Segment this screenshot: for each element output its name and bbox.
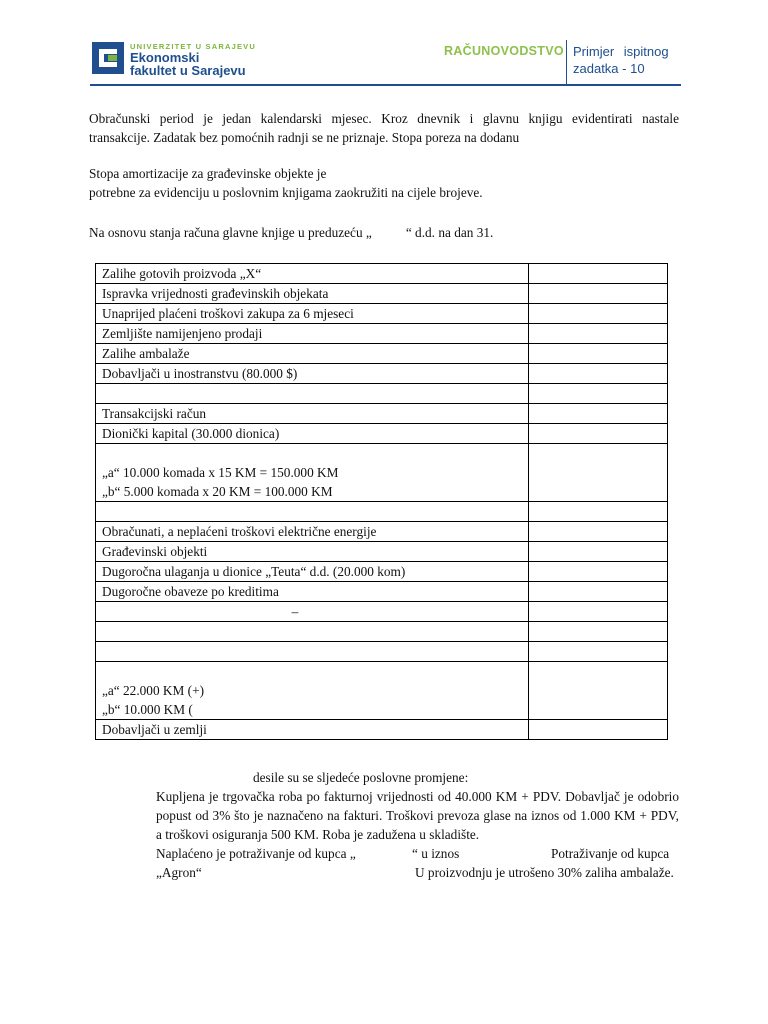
account-value [529, 562, 668, 582]
account-name-multiline [96, 444, 529, 502]
account-line: „b“ 5.000 komada x 20 KM = 100.000 KM [102, 484, 333, 499]
account-value [529, 622, 668, 642]
intro-paragraph-2-line2: potrebne za evidenciju u poslovnim knjigama zaokružiti na cijele brojeve. [89, 185, 483, 200]
account-value [529, 582, 668, 602]
account-name: Dugoročna ulaganja u dionice „Teuta“ d.d. (20.000 kom) [96, 562, 529, 582]
account-name: Dobavljači u inostranstvu (80.000 $) [96, 364, 529, 384]
transaction-2-part3: Potraživanje od kupca [551, 846, 670, 861]
table-row [96, 522, 668, 542]
account-line: „b“ 10.000 KM ( [102, 702, 193, 717]
account-line: „a“ 10.000 komada x 15 KM = 150.000 KM [102, 465, 339, 480]
account-value [529, 364, 668, 384]
table-row [96, 720, 668, 740]
account-name: Dionički kapital (30.000 dionica) [96, 424, 529, 444]
account-name [96, 384, 529, 404]
table-row [96, 662, 668, 720]
table-row [96, 444, 668, 502]
account-value [529, 602, 668, 622]
intro-paragraph-3-part2: “ d.d. na dan 31. [405, 225, 494, 240]
account-value [529, 424, 668, 444]
table-row [96, 582, 668, 602]
account-value [529, 384, 668, 404]
table-row [96, 602, 668, 622]
transaction-2-part1: Naplaćeno je potraživanje od kupca „ [156, 846, 356, 861]
account-value [529, 304, 668, 324]
intro-paragraph-3 [89, 224, 679, 242]
account-name: Ispravka vrijednosti građevinskih objekata [96, 284, 529, 304]
transaction-1-line1: Kupljena je trgovačka roba po fakturnoj vrijednosti od 40.000 KM + PDV. Dobavljač je odobrio [156, 789, 679, 804]
table-row [96, 264, 668, 284]
account-value [529, 720, 668, 740]
account-line [102, 662, 528, 681]
account-value [529, 404, 668, 424]
transaction-1-line3: a troškovi osiguranja 500 KM. Roba je zadužena u skladište. [156, 827, 480, 842]
table-row [96, 642, 668, 662]
task-title-line1: Primjer ispitnog [573, 44, 669, 59]
account-value [529, 662, 668, 720]
table-row [96, 562, 668, 582]
account-name [96, 622, 529, 642]
account-value [529, 502, 668, 522]
table-row [96, 622, 668, 642]
table-row [96, 324, 668, 344]
header-rule [90, 84, 681, 86]
account-line: „a“ 22.000 KM (+) [102, 683, 205, 698]
transaction-2-part4: „Agron“ [156, 865, 202, 880]
table-row [96, 304, 668, 324]
account-name: Zalihe gotovih proizvoda „X“ [96, 264, 529, 284]
account-name [96, 602, 529, 622]
account-name: Unaprijed plaćeni troškovi zakupa za 6 mjeseci [96, 304, 529, 324]
account-value [529, 284, 668, 304]
account-name-multiline [96, 662, 529, 720]
account-line [102, 444, 528, 463]
transaction-2-part2: “ u iznos [412, 846, 460, 861]
account-name [96, 642, 529, 662]
faculty-logo [92, 42, 256, 78]
table-row [96, 542, 668, 562]
account-name [96, 502, 529, 522]
account-name: Dobavljači u zemlji [96, 720, 529, 740]
table-row [96, 284, 668, 304]
university-name: UNIVERZITET U SARAJEVU [130, 42, 256, 51]
account-value [529, 542, 668, 562]
table-row [96, 424, 668, 444]
account-name: Građevinski objekti [96, 542, 529, 562]
account-name: Zalihe ambalaže [96, 344, 529, 364]
account-name: Obračunati, a neplaćeni troškovi električne energije [96, 522, 529, 542]
account-name: Dugoročne obaveze po kreditima [96, 582, 529, 602]
faculty-logo-icon [92, 42, 124, 74]
faculty-name-line2: fakultet u Sarajevu [130, 63, 246, 78]
table-row [96, 502, 668, 522]
table-row [96, 344, 668, 364]
table-row [96, 384, 668, 404]
intro-paragraph-3-part1: Na osnovu stanja računa glavne knjige u preduzeću „ [89, 225, 372, 240]
account-name: Transakcijski račun [96, 404, 529, 424]
faculty-name-line1: Ekonomski [130, 50, 200, 65]
account-value [529, 642, 668, 662]
course-title: RAČUNOVODSTVO [444, 44, 564, 58]
balance-table [95, 263, 668, 740]
account-value [529, 324, 668, 344]
account-value [529, 522, 668, 542]
intro-paragraph-2-line1: Stopa amortizacije za građevinske objekte je [89, 166, 327, 181]
changes-intro: desile su se sljedeće poslovne promjene: [253, 770, 469, 785]
table-row [96, 404, 668, 424]
table-row [96, 364, 668, 384]
account-name: Zemljište namijenjeno prodaji [96, 324, 529, 344]
header-divider [566, 40, 567, 84]
intro-paragraph-1-line2: transakcije. Zadatak bez pomoćnih radnji se ne priznaje. Stopa poreza na dodanu [89, 130, 520, 145]
account-value [529, 444, 668, 502]
dash-mark: – [291, 604, 299, 619]
transaction-1-line2: popust od 3% što je naznačeno na fakturi. Troškovi prevoza glase na iznos od 1.000 KM + PDV, [156, 808, 679, 823]
intro-paragraph-1-line1: Obračunski period je jedan kalendarski mjesec. Kroz dnevnik i glavnu knjigu evidentirati nastale [89, 111, 679, 126]
transaction-3: U proizvodnju je utrošeno 30% zaliha ambalaže. [415, 865, 674, 880]
account-value [529, 344, 668, 364]
account-value [529, 264, 668, 284]
task-title-line2: zadatka - 10 [573, 61, 645, 76]
